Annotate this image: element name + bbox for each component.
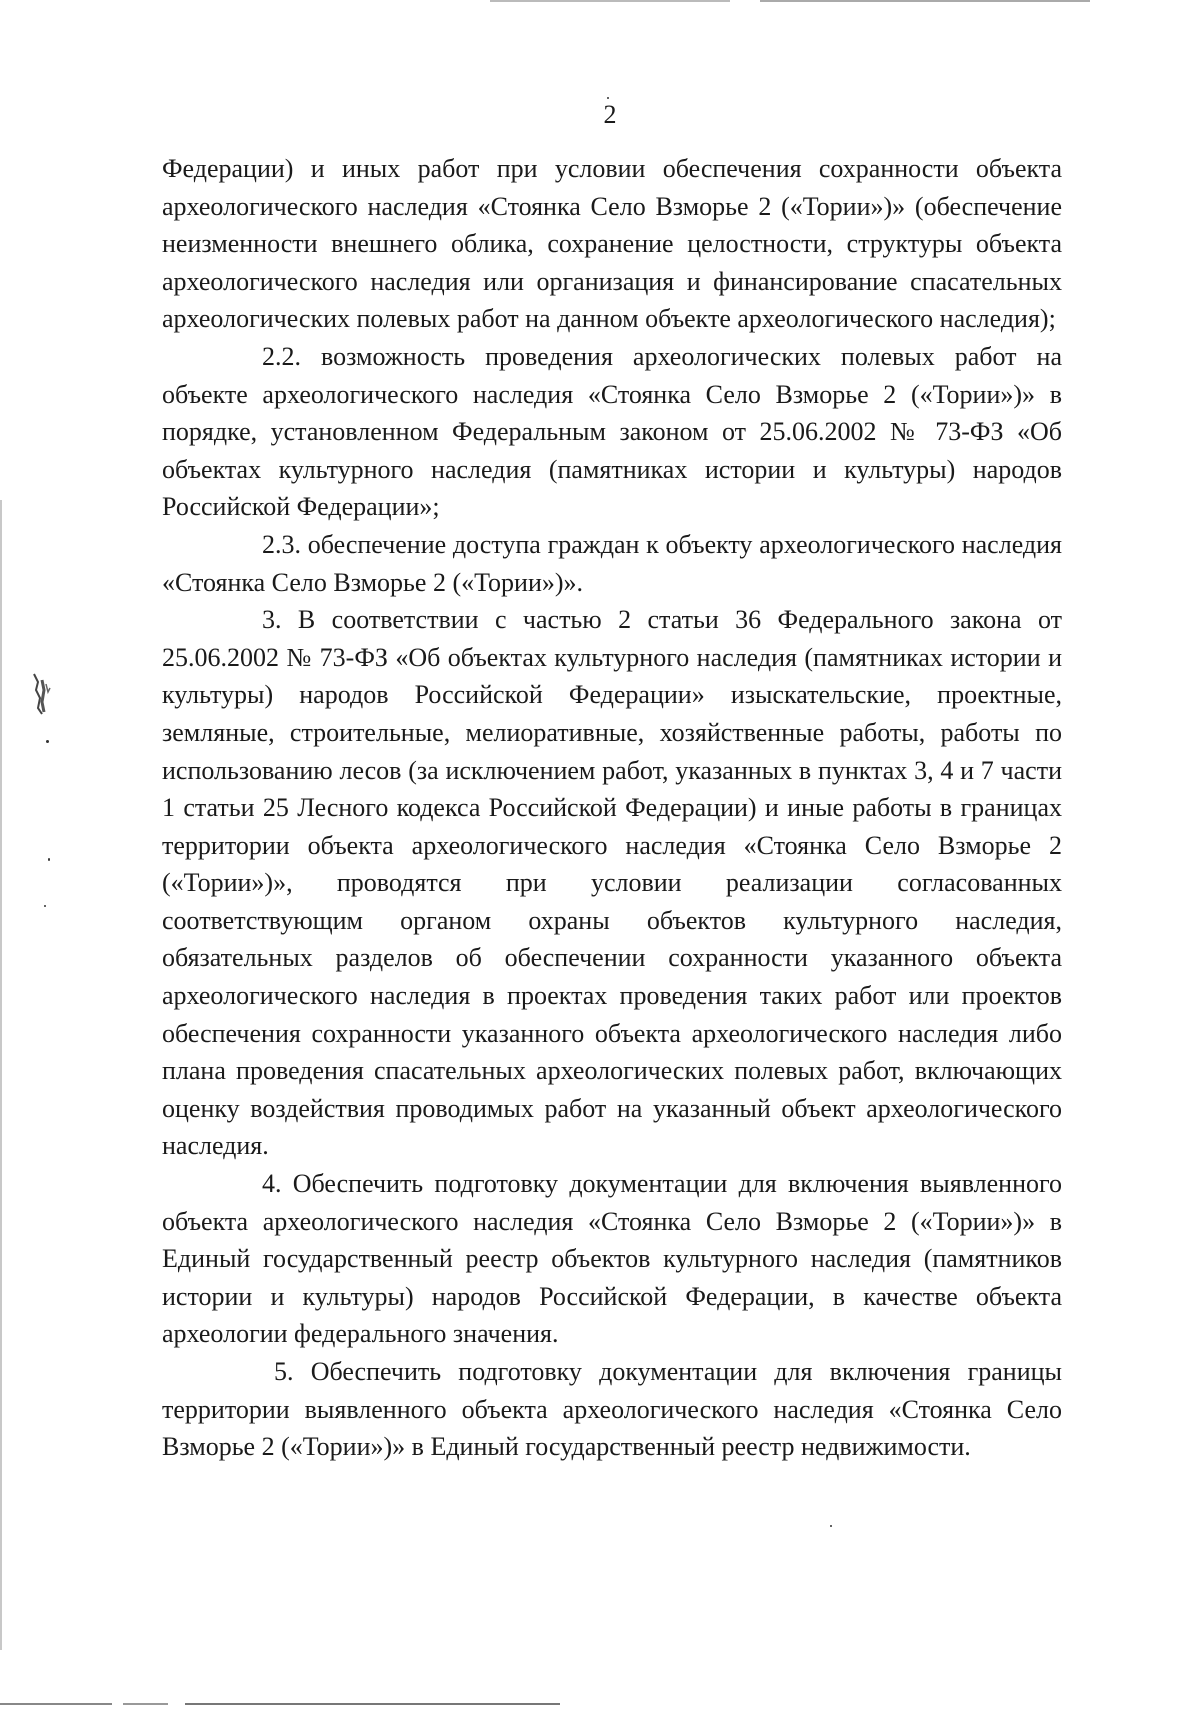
scan-edge-bottom — [0, 1703, 560, 1705]
scan-speck — [48, 858, 50, 861]
paragraph-2-3: 2.3. обеспечение доступа граждан к объекту археологического наследия «Стоянка Село Взморье 2 («Тории»)». — [162, 529, 1062, 597]
paragraph-continuation: Федерации) и иных работ при условии обеспечения сохранности объекта археологического наследия «Стоянка Село Взморье 2 («Тории»)» (обеспечение неизменности внешнего облика, сохранение целостности, структуры объекта археологического наследия или организация и финансирование спасательных археологических полевых работ на данном объекте археологического наследия); — [162, 154, 1062, 334]
scan-speck — [830, 1525, 832, 1527]
scan-smudge-mark — [30, 672, 54, 716]
scan-speck — [46, 740, 49, 743]
scan-edge-left — [0, 500, 2, 1650]
paragraph-5: 5. Обеспечить подготовку документации для включения границы территории выявленного объекта археологического наследия «Стоянка Село Взморье 2 («Тории»)» в Единый государственный реестр недвижимости. — [162, 1357, 1062, 1462]
document-body — [162, 150, 1062, 1466]
page-number: 2 — [603, 100, 617, 129]
scan-speck — [44, 905, 46, 907]
paragraph-3: 3. В соответствии с частью 2 статьи 36 Федерального закона от 25.06.2002 № 73-ФЗ «Об объектах культурного наследия (памятниках истории и культуры) народов Российской Федерации» изыскательские, проектные, земляные, строительные, мелиоративные, хозяйственные работы, работы по использованию лесов (за исключением работ, указанных в пунктах 3, 4 и 7 части 1 статьи 25 Лесного кодекса Российской Федерации) и иные работы в границах территории объекта археологического наследия «Стоянка Село Взморье 2 («Тории»)», проводятся при условии реализации согласованных соответствующим органом охраны объектов культурного наследия, обязательных разделов об обеспечении сохранности указанного объекта археологического наследия в проектах проведения таких работ или проектов обеспечения сохранности указанного объекта археологического наследия либо плана проведения спасательных археологических полевых работ, включающих оценку воздействия проводимых работ на указанный объект археологического наследия. — [162, 605, 1062, 1161]
paragraph-4: 4. Обеспечить подготовку документации для включения выявленного объекта археологического наследия «Стоянка Село Взморье 2 («Тории»)» в Единый государственный реестр объектов культурного наследия (памятников истории и культуры) народов Российской Федерации, в качестве объекта археологии федерального значения. — [162, 1169, 1062, 1349]
scan-speck — [607, 97, 609, 99]
paragraph-2-2: 2.2. возможность проведения археологических полевых работ на объекте археологического наследия «Стоянка Село Взморье 2 («Тории»)» в порядке, установленном Федеральным законом от 25.06.2002 № 73-ФЗ «Об объектах культурного наследия (памятниках истории и культуры) народов Российской Федерации»; — [162, 341, 1062, 522]
scan-edge-top — [490, 0, 1090, 2]
